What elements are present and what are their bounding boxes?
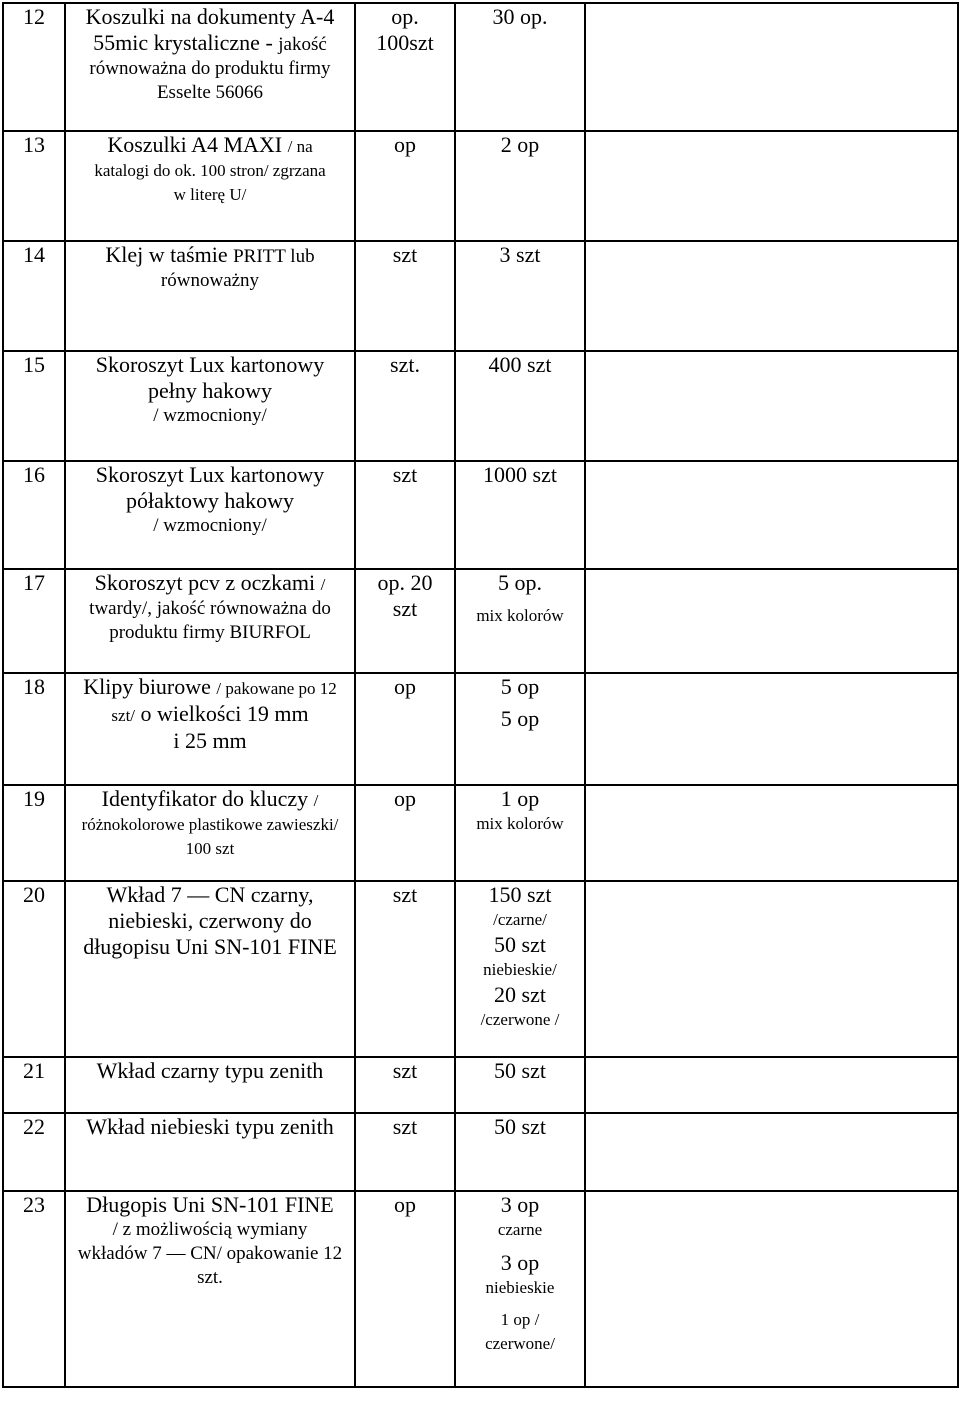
item-quantity: 5 op. mix kolorów — [455, 569, 585, 673]
item-unit: op — [355, 785, 455, 881]
item-unit: op — [355, 131, 455, 241]
row-number: 22 — [3, 1113, 65, 1191]
item-unit: op. 100szt — [355, 3, 455, 131]
empty-cell — [585, 1191, 958, 1387]
row-number: 17 — [3, 569, 65, 673]
item-name: Wkład niebieski typu zenith — [65, 1113, 355, 1191]
empty-cell — [585, 3, 958, 131]
empty-cell — [585, 1113, 958, 1191]
products-table — [2, 2, 959, 1388]
empty-cell — [585, 673, 958, 785]
item-name: Skoroszyt pcv z oczkami / twardy/, jakość równoważna do produktu firmy BIURFOL — [65, 569, 355, 673]
table-row — [3, 1191, 958, 1387]
item-unit: op — [355, 673, 455, 785]
table-row — [3, 881, 958, 1057]
table-row — [3, 131, 958, 241]
table-row — [3, 569, 958, 673]
table-row — [3, 461, 958, 569]
item-unit: szt — [355, 1057, 455, 1113]
item-name: Identyfikator do kluczy / różnokolorowe plastikowe zawieszki/ 100 szt — [65, 785, 355, 881]
row-number: 13 — [3, 131, 65, 241]
row-number: 18 — [3, 673, 65, 785]
item-unit: op. 20 szt — [355, 569, 455, 673]
item-unit: szt — [355, 881, 455, 1057]
item-unit: szt — [355, 1113, 455, 1191]
row-number: 15 — [3, 351, 65, 461]
item-quantity: 3 szt — [455, 241, 585, 351]
table-row — [3, 1113, 958, 1191]
item-quantity: 2 op — [455, 131, 585, 241]
item-name: Skoroszyt Lux kartonowy pełny hakowy / wzmocniony/ — [65, 351, 355, 461]
item-quantity: 1 op mix kolorów — [455, 785, 585, 881]
item-name: Skoroszyt Lux kartonowy półaktowy hakowy / wzmocniony/ — [65, 461, 355, 569]
empty-cell — [585, 461, 958, 569]
empty-cell — [585, 881, 958, 1057]
row-number: 12 — [3, 3, 65, 131]
row-number: 16 — [3, 461, 65, 569]
empty-cell — [585, 241, 958, 351]
item-quantity: 30 op. — [455, 3, 585, 131]
item-quantity: 50 szt — [455, 1057, 585, 1113]
item-name: Długopis Uni SN-101 FINE / z możliwością wymiany wkładów 7 — CN/ opakowanie 12 szt. — [65, 1191, 355, 1387]
empty-cell — [585, 131, 958, 241]
item-quantity: 1000 szt — [455, 461, 585, 569]
item-name: Koszulki A4 MAXI / na katalogi do ok. 100 stron/ zgrzana w literę U/ — [65, 131, 355, 241]
empty-cell — [585, 351, 958, 461]
empty-cell — [585, 569, 958, 673]
item-name: Wkład czarny typu zenith — [65, 1057, 355, 1113]
table-row — [3, 3, 958, 131]
item-unit: op — [355, 1191, 455, 1387]
table-row — [3, 241, 958, 351]
item-quantity: 150 szt /czarne/ 50 szt niebieskie/ 20 szt /czerwone / — [455, 881, 585, 1057]
table-row — [3, 1057, 958, 1113]
item-unit: szt — [355, 461, 455, 569]
item-unit: szt — [355, 241, 455, 351]
row-number: 14 — [3, 241, 65, 351]
item-quantity: 3 op czarne 3 op niebieskie 1 op / czerwone/ — [455, 1191, 585, 1387]
row-number: 23 — [3, 1191, 65, 1387]
empty-cell — [585, 1057, 958, 1113]
item-quantity: 400 szt — [455, 351, 585, 461]
table-row — [3, 785, 958, 881]
item-quantity: 50 szt — [455, 1113, 585, 1191]
item-quantity: 5 op 5 op — [455, 673, 585, 785]
item-name: Koszulki na dokumenty A-4 55mic krystaliczne - jakość równoważna do produktu firmy Esselte 56066 — [65, 3, 355, 131]
table-row — [3, 673, 958, 785]
table-row — [3, 351, 958, 461]
row-number: 20 — [3, 881, 65, 1057]
item-name: Klipy biurowe / pakowane po 12 szt/ o wielkości 19 mm i 25 mm — [65, 673, 355, 785]
item-unit: szt. — [355, 351, 455, 461]
item-name: Klej w taśmie PRITT lub równoważny — [65, 241, 355, 351]
item-name: Wkład 7 — CN czarny, niebieski, czerwony do długopisu Uni SN-101 FINE — [65, 881, 355, 1057]
empty-cell — [585, 785, 958, 881]
row-number: 19 — [3, 785, 65, 881]
row-number: 21 — [3, 1057, 65, 1113]
